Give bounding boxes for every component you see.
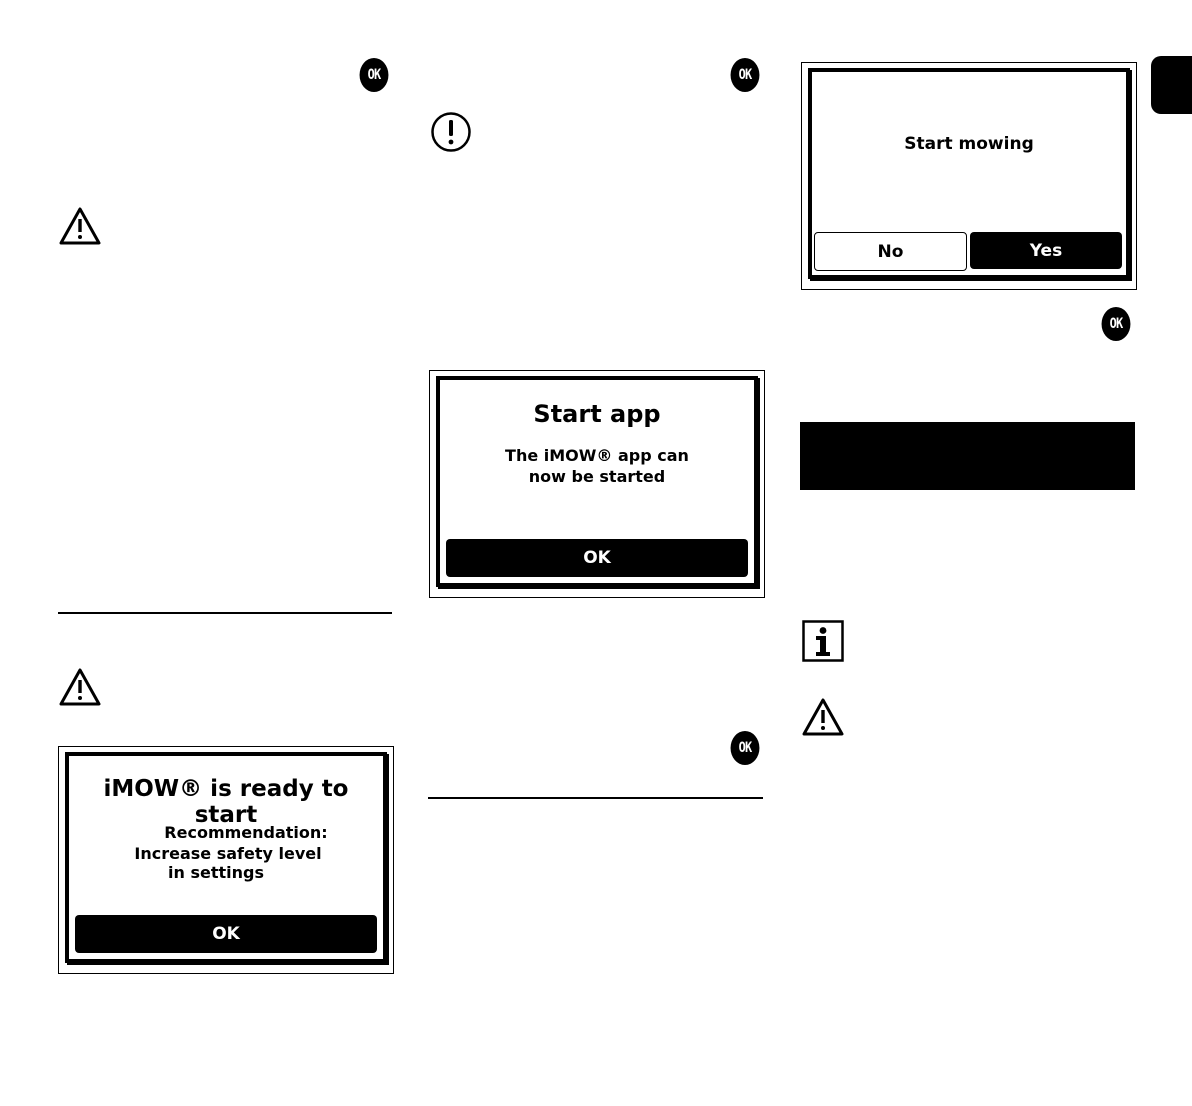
warning-triangle-icon bbox=[58, 206, 102, 246]
screen-line: Recommendation: bbox=[164, 823, 328, 842]
screen-title: Start mowing bbox=[904, 134, 1034, 154]
screen-line: in settings bbox=[168, 863, 264, 882]
screen-line: The iMOW® app can bbox=[505, 446, 689, 465]
start-app-display bbox=[436, 376, 758, 587]
ready-to-start-display bbox=[65, 752, 387, 963]
ok-button-icon: OK bbox=[360, 58, 389, 92]
no-button[interactable]: No bbox=[814, 232, 967, 271]
section-heading-bar bbox=[800, 422, 1135, 490]
start-mowing-screen bbox=[801, 62, 1137, 290]
warning-triangle-icon bbox=[58, 667, 102, 707]
screen-title: iMOW® is ready to start bbox=[103, 776, 349, 828]
exclamation-circle-icon bbox=[430, 111, 472, 153]
yes-button[interactable]: Yes bbox=[970, 232, 1122, 269]
screen-title: Start app bbox=[533, 400, 661, 428]
start-mowing-display bbox=[808, 68, 1130, 279]
start-app-screen bbox=[429, 370, 765, 598]
warning-triangle-icon bbox=[801, 697, 845, 737]
screen-line: now be started bbox=[528, 467, 666, 486]
info-icon bbox=[802, 620, 844, 662]
ready-to-start-screen bbox=[58, 746, 394, 974]
section-divider bbox=[58, 612, 392, 614]
ok-button-icon: OK bbox=[731, 58, 760, 92]
section-divider bbox=[428, 797, 763, 799]
ok-button[interactable]: OK bbox=[446, 539, 748, 577]
ok-button[interactable]: OK bbox=[75, 915, 377, 953]
ok-button-icon: OK bbox=[1102, 307, 1131, 341]
screen-line: Increase safety level bbox=[134, 844, 322, 863]
chapter-tab bbox=[1151, 56, 1192, 114]
ok-button-icon: OK bbox=[731, 731, 760, 765]
